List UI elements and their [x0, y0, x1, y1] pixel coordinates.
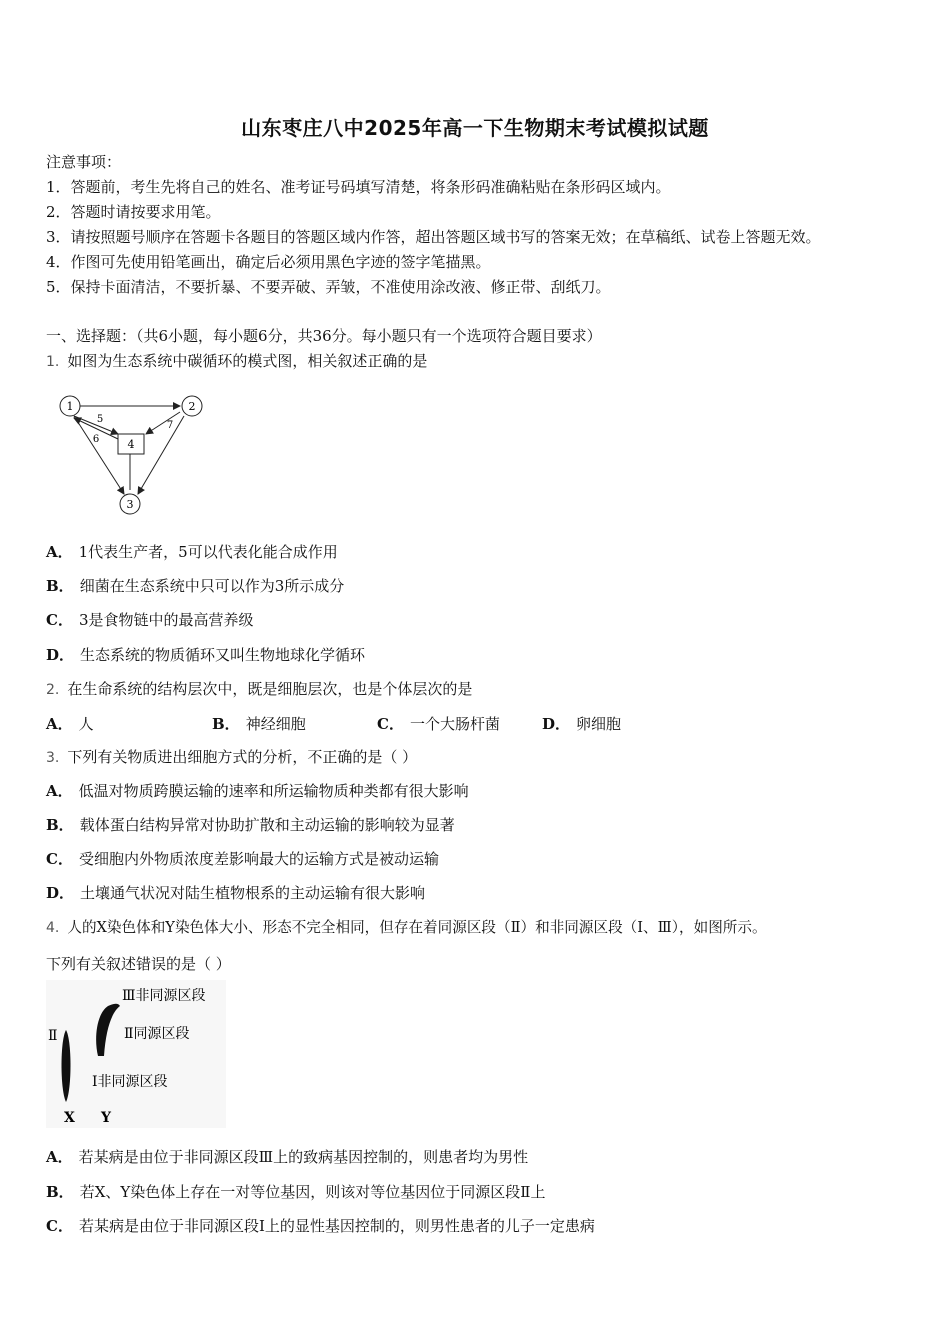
- carbon-cycle-figure: [46, 386, 226, 524]
- question-2-stem: [46, 679, 472, 700]
- question-number: 4.: [46, 920, 60, 936]
- q2-options: [46, 713, 926, 733]
- node-2-label: 2: [188, 400, 196, 413]
- label-ii-left: Ⅱ: [48, 1028, 58, 1044]
- notice-item: 2．答题时请按要求用笔。: [46, 203, 221, 221]
- q2-option-c: C． 一个大肠杆菌: [377, 715, 500, 733]
- question-text: 下列有关物质进出细胞方式的分析，不正确的是（ ）: [67, 748, 418, 766]
- xy-chromosome-figure: [46, 980, 226, 1128]
- q4-option-b: B． 若X、Y染色体上存在一对等位基因，则该对等位基因位于同源区段Ⅱ上: [46, 1183, 546, 1201]
- label-iii-nonhomologous: Ⅲ非同源区段: [122, 988, 206, 1004]
- question-text: 人的X染色体和Y染色体大小、形态不完全相同，但存在着同源区段（Ⅱ）和非同源区段（Ⅰ、Ⅲ），如图所示。: [67, 919, 767, 936]
- q4-option-c: C． 若某病是由位于非同源区段Ⅰ上的显性基因控制的，则男性患者的儿子一定患病: [46, 1217, 595, 1235]
- notice-item: 3．请按照题号顺序在答题卡各题目的答题区域内作答，超出答题区域书写的答案无效；在草稿纸、试卷上答题无效。: [46, 228, 821, 246]
- q3-option-c: C． 受细胞内外物质浓度差影响最大的运输方式是被动运输: [46, 850, 439, 868]
- node-3-label: 3: [126, 498, 134, 511]
- q2-option-d: D． 卵细胞: [542, 715, 622, 733]
- section-heading: 一、选择题：（共6小题，每小题6分，共36分。每小题只有一个选项符合题目要求）: [46, 327, 602, 345]
- edge-label-6: 6: [92, 434, 100, 445]
- edge-label-5: 5: [96, 414, 104, 425]
- question-number: 2.: [46, 682, 60, 698]
- node-1-label: 1: [66, 400, 74, 413]
- q1-option-a: A． 1代表生产者，5可以代表化能合成作用: [46, 543, 338, 561]
- label-x: X: [64, 1110, 75, 1126]
- label-ii-homologous: Ⅱ同源区段: [124, 1026, 190, 1042]
- q3-option-b: B． 载体蛋白结构异常对协助扩散和主动运输的影响较为显著: [46, 816, 455, 834]
- question-1-stem: [46, 351, 427, 372]
- question-number: 1.: [46, 354, 60, 370]
- q3-option-a: A． 低温对物质跨膜运输的速率和所运输物质种类都有很大影响: [46, 782, 469, 800]
- notice-item: 1．答题前，考生先将自己的姓名、准考证号码填写清楚，将条形码准确粘贴在条形码区域内。: [46, 178, 671, 196]
- q1-option-b: B． 细菌在生态系统中只可以作为3所示成分: [46, 577, 345, 595]
- page-title: 山东枣庄八中2025年高一下生物期末考试模拟试题: [241, 116, 709, 140]
- label-i-nonhomologous: Ⅰ非同源区段: [92, 1074, 168, 1090]
- q1-option-c: C． 3是食物链中的最高营养级: [46, 611, 254, 629]
- q1-option-d: D． 生态系统的物质循环又叫生物地球化学循环: [46, 646, 366, 664]
- notice-heading: 注意事项：: [46, 153, 122, 171]
- question-3-stem: [46, 747, 417, 768]
- notice-item: 4．作图可先使用铅笔画出，确定后必须用黑色字迹的签字笔描黑。: [46, 253, 491, 271]
- q2-option-b: B． 神经细胞: [212, 715, 306, 733]
- node-4-label: 4: [127, 438, 135, 451]
- q4-option-a: A． 若某病是由位于非同源区段Ⅲ上的致病基因控制的，则患者均为男性: [46, 1148, 529, 1166]
- label-y: Y: [101, 1110, 111, 1126]
- question-4-stem: [46, 918, 767, 938]
- notice-item: 5．保持卡面清洁，不要折暴、不要弄破、弄皱，不准使用涂改液、修正带、刮纸刀。: [46, 278, 611, 296]
- edge-label-7: 7: [166, 420, 174, 431]
- question-text: 在生命系统的结构层次中，既是细胞层次，也是个体层次的是: [67, 680, 473, 698]
- q2-option-a: A． 人: [46, 715, 94, 733]
- question-number: 3.: [46, 750, 60, 766]
- question-text: 如图为生态系统中碳循环的模式图，相关叙述正确的是: [67, 352, 428, 370]
- question-4-stem-continued: 下列有关叙述错误的是（ ）: [46, 955, 231, 973]
- q3-option-d: D． 土壤通气状况对陆生植物根系的主动运输有很大影响: [46, 884, 426, 902]
